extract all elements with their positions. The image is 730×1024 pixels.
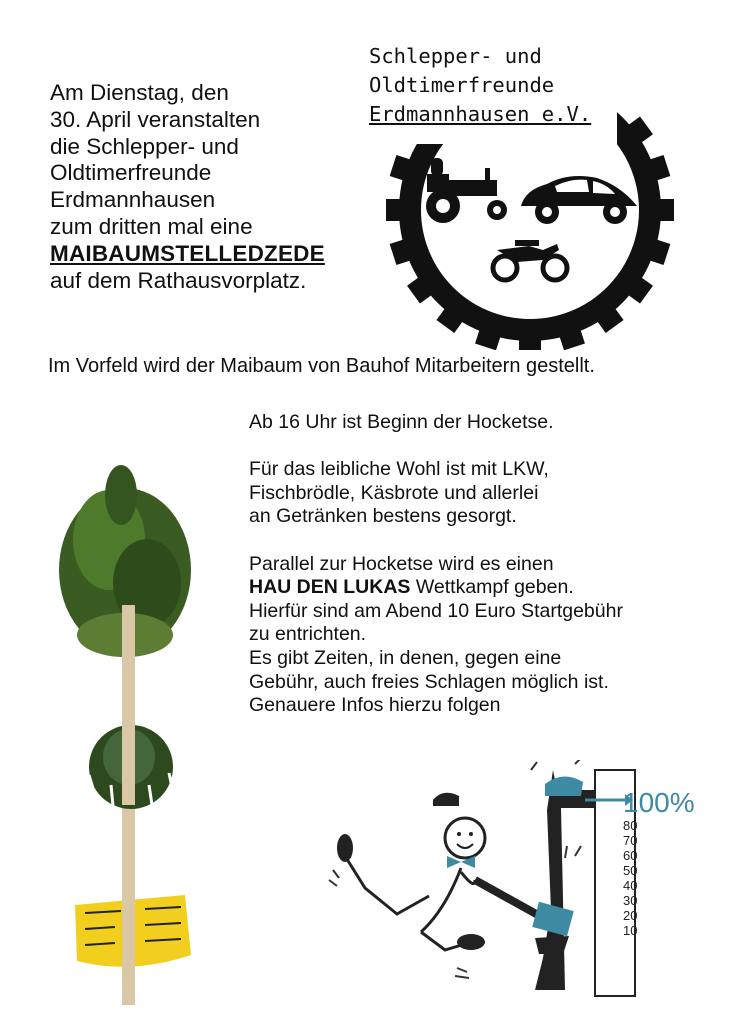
scale-label: 20 <box>623 908 638 923</box>
contest-line: Es gibt Zeiten, in denen, gegen eine <box>249 646 562 669</box>
club-name-line: Erdmannhausen e.V. <box>369 102 592 126</box>
intro-line: die Schlepper- und <box>50 133 239 159</box>
scale-top-label: 100% <box>623 787 695 818</box>
event-name: MAIBAUMSTELLEDZEDE <box>50 240 325 266</box>
high-striker-icon <box>531 760 695 996</box>
club-name-line: Oldtimerfreunde <box>369 73 555 97</box>
hammer-icon <box>475 846 581 954</box>
motorcycle-icon <box>493 240 567 280</box>
food-line: an Getränken bestens gesorgt. <box>249 505 517 528</box>
scale-label: 70 <box>623 833 638 848</box>
intro-line: Erdmannhausen <box>50 187 216 213</box>
scale-label: 80 <box>623 818 638 833</box>
intro-line: Am Dienstag, den <box>50 80 229 105</box>
club-name-line: Schlepper- und <box>369 44 542 68</box>
guild-signs <box>75 895 191 1005</box>
scale-label: 40 <box>623 878 638 893</box>
notice-text: Im Vorfeld wird der Maibaum von Bauhof Mitarbeitern gestellt. <box>48 355 595 377</box>
contest-name: HAU DEN LUKAS <box>249 576 411 599</box>
intro-line: zum dritten mal eine <box>50 213 253 239</box>
contest-line: zu entrichten. <box>249 623 367 646</box>
contest-line: Gebühr, auch freies Schlagen möglich ist. <box>249 670 609 693</box>
scale-label: 50 <box>623 863 638 878</box>
food-line: Für das leibliche Wohl ist mit LKW, <box>249 458 549 481</box>
car-icon <box>521 176 637 224</box>
food-line: Fischbrödle, Käsbrote und allerlei <box>249 481 539 504</box>
intro-line: Oldtimerfreunde <box>50 160 212 186</box>
intro-text <box>50 80 390 294</box>
hau-den-lukas-illustration <box>325 760 705 1010</box>
tractor-icon <box>426 158 507 223</box>
contest-line: Hierfür sind am Abend 10 Euro Startgebühr <box>249 599 623 622</box>
event-details <box>249 411 623 718</box>
contest-line: HAU DEN LUKAS Wettkampf geben. <box>249 576 574 599</box>
maypole-image <box>45 455 205 1005</box>
club-logo <box>355 40 695 350</box>
intro-line: auf dem Rathausvorplatz. <box>50 267 307 293</box>
start-time-text: Ab 16 Uhr ist Beginn der Hocketse. <box>249 411 554 433</box>
scale-label: 10 <box>623 923 638 938</box>
scale-label: 60 <box>623 848 638 863</box>
contest-line: Genauere Infos hierzu folgen <box>249 694 501 717</box>
stick-figure <box>329 793 485 978</box>
intro-line: 30. April veranstalten <box>50 106 261 132</box>
club-name <box>369 42 591 129</box>
contest-line: Parallel zur Hocketse wird es einen <box>249 552 554 575</box>
scale-label: 30 <box>623 893 638 908</box>
